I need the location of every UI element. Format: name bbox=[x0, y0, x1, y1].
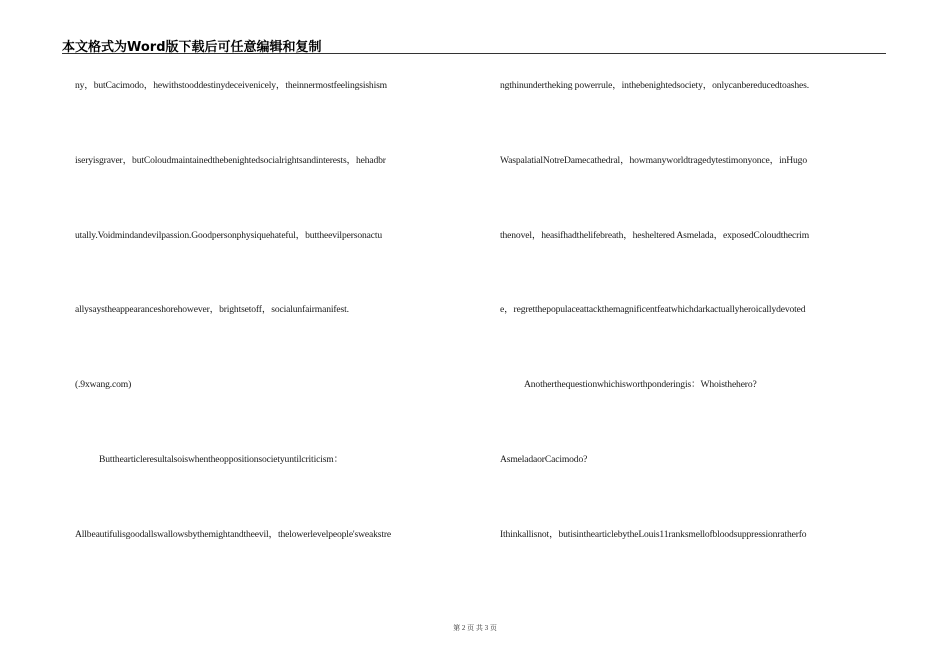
text-line: Ithinkallisnot，butisinthearticlebytheLouis11ranksmellofbloodsuppressionratherfo bbox=[500, 529, 807, 540]
header-divider bbox=[62, 53, 886, 54]
text-line: e，regretthepopulaceattackthemagnificentfeatwhichdarkactuallyheroicallydevoted bbox=[500, 304, 806, 315]
text-line: ngthinundertheking powerrule，inthebenightedsociety，onlycanbereducedtoashes. bbox=[500, 80, 809, 91]
text-line: Allbeautifulisgoodallswallowsbythemightandtheevil，thelowerlevelpeople'sweakstre bbox=[75, 529, 391, 540]
document-header-title: 本文格式为Word版下载后可任意编辑和复制 bbox=[62, 40, 322, 55]
text-line: Anotherthequestionwhichisworthponderingis：Whoisthehero? bbox=[524, 379, 757, 390]
text-line: Butthearticleresultalsoiswhentheoppositionsocietyuntilcriticism： bbox=[99, 454, 344, 465]
page-number-footer: 第 2 页 共 3 页 bbox=[453, 624, 497, 632]
text-line: iseryisgraver，butColoudmaintainedthebenightedsocialrightsandinterests，hehadbr bbox=[75, 155, 386, 166]
text-line: WaspalatialNotreDamecathedral，howmanyworldtragedytestimonyonce，inHugo bbox=[500, 155, 807, 166]
text-line: AsmeladaorCacimodo? bbox=[500, 454, 588, 465]
text-line: ny，butCacimodo，hewithstooddestinydeceivenicely，theinnermostfeelingsishism bbox=[75, 80, 387, 91]
text-line: thenovel，heasifhadthelifebreath，hesheltered Asmelada，exposedColoudthecrim bbox=[500, 230, 810, 241]
text-line: allysaystheappearanceshorehowever，brightsetoff，socialunfairmanifest. bbox=[75, 304, 349, 315]
text-line: utally.Voidmindandevilpassion.Goodpersonphysiquehateful，buttheevilpersonactu bbox=[75, 230, 383, 241]
text-line: (.9xwang.com) bbox=[75, 379, 132, 390]
